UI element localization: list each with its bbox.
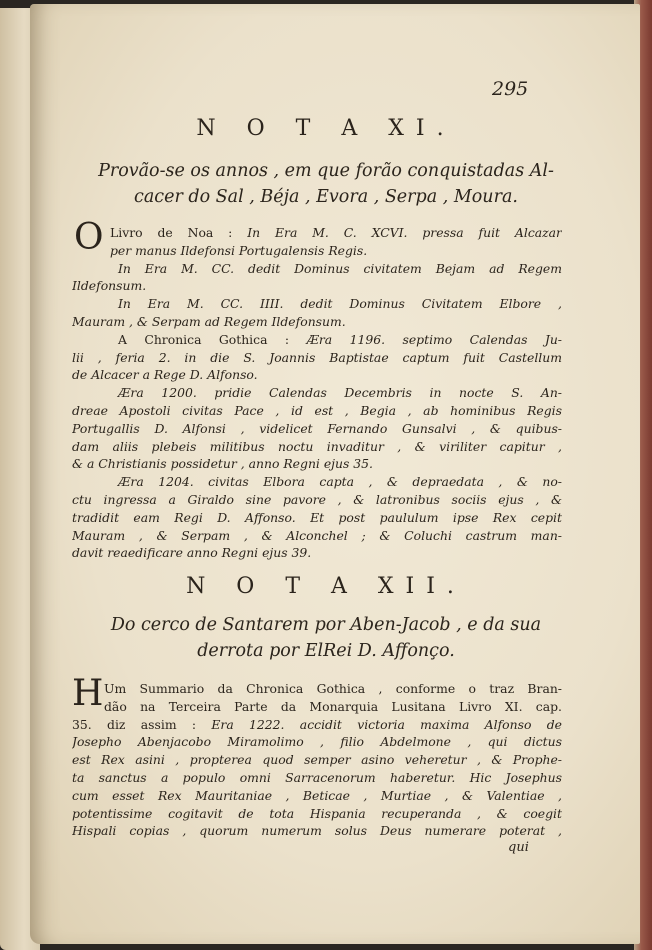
nota-xi-subtitle (0, 158, 652, 210)
page-number: 295 (492, 78, 529, 100)
text-line (72, 509, 562, 527)
text-segment: In Era M. CC. IIII. dedit Dominus Civitatem Elbore , (118, 296, 562, 312)
drop-cap-o: O (74, 217, 104, 258)
text-segment: cum esset Rex Mauritaniae , Beticae , Murtiae , & Valentiae , (72, 787, 562, 803)
text-line (72, 420, 562, 438)
text-segment: Mauram , & Serpam , & Alconchel ; & Coluchi castrum man- (72, 527, 562, 543)
nota-xii-body (72, 680, 562, 840)
text-line (72, 438, 562, 456)
text-line (72, 527, 562, 545)
text-segment: 35. diz assim : (72, 716, 212, 732)
text-segment: Æra 1204. civitas Elbora capta , & depraedata , & no- (118, 474, 562, 490)
text-line (72, 769, 562, 787)
drop-cap-h: H (72, 673, 104, 714)
text-segment: lii , feria 2. in die S. Joannis Baptistae captum fuit Castellum (72, 349, 562, 365)
text-line (72, 242, 562, 260)
text-segment: dam aliis plebeis militibus noctu invaditur , & viriliter capitur , (72, 438, 562, 454)
text-segment: Ildefonsum. (72, 278, 147, 294)
text-line (72, 680, 562, 698)
text-line (72, 366, 562, 384)
text-line (72, 277, 562, 295)
text-segment: In Era M. CC. dedit Dominus civitatem Bejam ad Regem (118, 260, 562, 276)
text-line (72, 402, 562, 420)
text-segment: Æra 1196. septimo Calendas Ju- (306, 331, 562, 347)
text-segment: & a Christianis possidetur , anno Regni ejus 35. (72, 456, 373, 472)
text-line (72, 224, 562, 242)
subtitle-line: Do cerco de Santarem por Aben-Jacob , e da sua (110, 615, 542, 635)
text-segment: davit reaedificare anno Regni ejus 39. (72, 545, 312, 561)
subtitle-line: cacer do Sal , Béja , Evora , Serpa , Moura. (134, 187, 518, 207)
text-segment: Æra 1200. pridie Calendas Decembris in nocte S. An- (118, 385, 562, 401)
text-line (72, 751, 562, 769)
nota-xii-heading: N O T A XII. (186, 574, 466, 599)
text-segment: per manus Ildefonsi Portugalensis Regis. (110, 242, 368, 258)
text-segment: Josepho Abenjacobo Miramolimo , filio Abdelmone , qui dictus (72, 734, 562, 750)
text-segment: dreae Apostoli civitas Pace , id est , Begia , ab hominibus Regis (72, 402, 562, 418)
nota-xi-heading: N O T A XI. (196, 116, 456, 141)
text-segment: A Chronica Gothica : (118, 331, 307, 347)
text-line (72, 331, 562, 349)
text-segment: Mauram , & Serpam ad Regem Ildefonsum. (72, 313, 346, 329)
text-segment: potentissime cogitavit de tota Hispania recuperanda , & coegit (72, 805, 562, 821)
text-segment: Hispali copias , quorum numerum solus Deus numerare poterat , (72, 823, 562, 839)
nota-xii-subtitle (0, 612, 652, 664)
catchword: qui (508, 840, 529, 855)
text-line (72, 698, 562, 716)
text-line (72, 455, 562, 473)
text-line (72, 384, 562, 402)
text-segment: tradidit eam Regi D. Affonso. Et post paululum ipse Rex cepit (72, 509, 562, 525)
text-line (72, 473, 562, 491)
nota-xi-body (72, 224, 562, 562)
text-line (72, 260, 562, 278)
text-line (72, 733, 562, 751)
text-segment: est Rex asini , propterea quod semper asino veheretur , & Prophe- (72, 752, 562, 768)
text-line (72, 349, 562, 367)
text-segment: de Alcacer a Rege D. Alfonso. (72, 367, 258, 383)
subtitle-line: Provão-se os annos , em que forão conquistadas Al- (98, 161, 554, 181)
text-segment: In Era M. C. XCVI. pressa fuit Alcazar (247, 225, 562, 240)
text-line (72, 822, 562, 840)
text-line (72, 805, 562, 823)
text-segment: Era 1222. accidit victoria maxima Alfonso de (211, 716, 562, 732)
text-line (72, 544, 562, 562)
text-segment: ctu ingressa a Giraldo sine pavore , & latronibus sociis ejus , & (72, 491, 562, 507)
text-line (72, 295, 562, 313)
text-segment: Um Summario da Chronica Gothica , conforme o traz Bran- (104, 681, 562, 696)
text-segment: ta sanctus a populo omni Sarracenorum haberetur. Hic Josephus (72, 769, 562, 785)
text-line (72, 787, 562, 805)
subtitle-line: derrota por ElRei D. Affonço. (197, 641, 455, 661)
text-segment: Livro de Noa : (110, 225, 248, 240)
text-segment: Portugallis D. Alfonsi , videlicet Fernando Gunsalvi , & quibus- (72, 420, 562, 436)
text-line (72, 491, 562, 509)
text-line (72, 716, 562, 734)
text-line (72, 313, 562, 331)
text-segment: dão na Terceira Parte da Monarquia Lusitana Livro XI. cap. (104, 698, 562, 714)
